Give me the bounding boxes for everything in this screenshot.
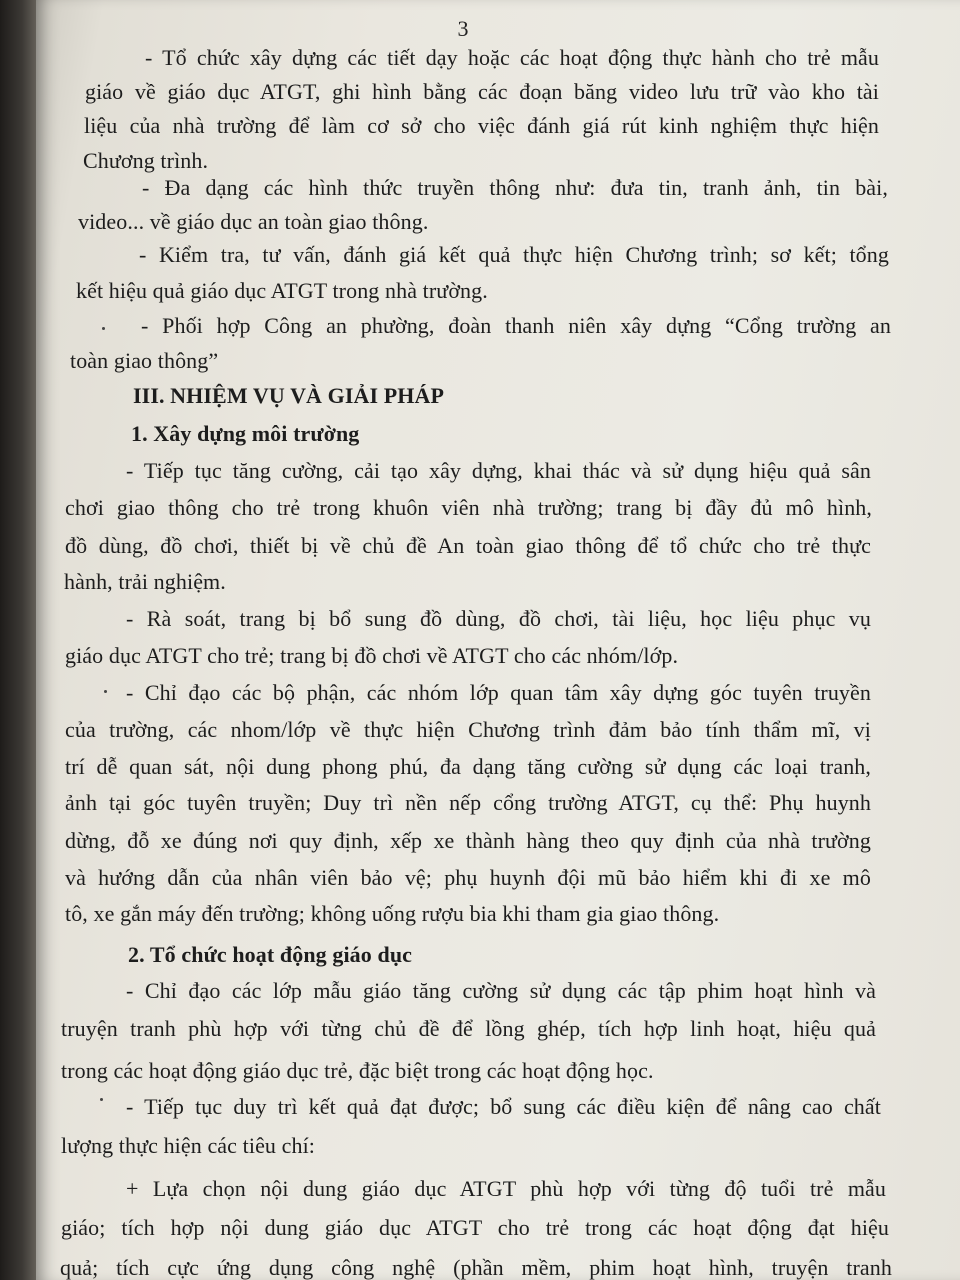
text-line: - Chỉ đạo các bộ phận, các nhóm lớp quan tâm xây dựng góc tuyên truyền (126, 680, 871, 705)
book-page (36, 0, 960, 1280)
text-line: - Rà soát, trang bị bổ sung đồ dùng, đồ chơi, tài liệu, học liệu phục vụ (126, 606, 871, 631)
text-line: dừng, đỗ xe đúng nơi quy định, xếp xe thành hàng theo quy định của nhà trường (65, 828, 871, 853)
ink-mark (100, 1098, 103, 1101)
text-line: liệu của nhà trường để làm cơ sở cho việc đánh giá rút kinh nghiệm thực hiện (84, 113, 879, 138)
text-line: - Kiểm tra, tư vấn, đánh giá kết quả thực hiện Chương trình; sơ kết; tổng (139, 242, 889, 267)
text-line: hành, trải nghiệm. (64, 569, 226, 594)
book-spine (0, 0, 40, 1280)
text-line: - Tiếp tục tăng cường, cải tạo xây dựng, khai thác và sử dụng hiệu quả sân (126, 458, 871, 483)
text-line: - Tổ chức xây dựng các tiết dạy hoặc các hoạt động thực hành cho trẻ mẫu (145, 45, 879, 70)
text-line: - Tiếp tục duy trì kết quả đạt được; bổ sung các điều kiện để nâng cao chất (126, 1094, 881, 1119)
text-line: đồ dùng, đồ chơi, thiết bị về chủ đề An toàn giao thông để tổ chức cho trẻ thực (65, 533, 871, 558)
text-line: - Phối hợp Công an phường, đoàn thanh niên xây dựng “Cổng trường an (141, 313, 891, 338)
text-line: + Lựa chọn nội dung giáo dục ATGT phù hợp với từng độ tuổi trẻ mẫu (126, 1176, 886, 1201)
text-line: ảnh tại góc tuyên truyền; Duy trì nền nếp cổng trường ATGT, cụ thể: Phụ huynh (65, 790, 871, 815)
text-line: quả; tích cực ứng dụng công nghệ (phần mềm, phim hoạt hình, truyện tranh (60, 1255, 892, 1280)
text-line: tô, xe gắn máy đến trường; không uống rượu bia khi tham gia giao thông. (65, 901, 720, 926)
page-number: 3 (457, 16, 469, 41)
text-line: - Chỉ đạo các lớp mẫu giáo tăng cường sử dụng các tập phim hoạt hình và (126, 978, 876, 1003)
text-line: video... về giáo dục an toàn giao thông. (78, 209, 429, 234)
text-line: kết hiệu quả giáo dục ATGT trong nhà trường. (76, 278, 488, 303)
text-line: - Đa dạng các hình thức truyền thông như: đưa tin, tranh ảnh, tin bài, (142, 175, 888, 200)
text-line: giáo về giáo dục ATGT, ghi hình bằng các đoạn băng video lưu trữ vào kho tài (85, 79, 879, 104)
text-line: trí dễ quan sát, nội dung phong phú, đa dạng tăng cường sử dụng các loại tranh, (65, 754, 871, 779)
section-heading: 2. Tổ chức hoạt động giáo dục (128, 942, 413, 967)
ink-mark (104, 690, 107, 693)
section-heading: 1. Xây dựng môi trường (131, 421, 360, 446)
text-line: giáo; tích hợp nội dung giáo dục ATGT cho trẻ trong các hoạt động đạt hiệu (61, 1215, 889, 1240)
text-line: chơi giao thông cho trẻ trong khuôn viên nhà trường; trang bị đầy đủ mô hình, (65, 495, 872, 520)
text-line: truyện tranh phù hợp với từng chủ đề để lồng ghép, tích hợp linh hoạt, hiệu quả (61, 1016, 876, 1041)
text-line: giáo dục ATGT cho trẻ; trang bị đồ chơi về ATGT cho các nhóm/lớp. (65, 643, 679, 668)
ink-mark (102, 327, 105, 330)
text-line: Chương trình. (83, 148, 209, 173)
text-line: toàn giao thông” (70, 348, 219, 373)
text-line: trong các hoạt động giáo dục trẻ, đặc biệt trong các hoạt động học. (61, 1058, 654, 1083)
section-heading: III. NHIỆM VỤ VÀ GIẢI PHÁP (133, 383, 445, 408)
text-line: và hướng dẫn của nhân viên bảo vệ; phụ huynh đội mũ bảo hiểm khi đi xe mô (65, 865, 871, 890)
text-line: của trường, các nhom/lớp về thực hiện Chương trình đảm bảo tính thẩm mĩ, vị (65, 717, 871, 742)
text-line: lượng thực hiện các tiêu chí: (61, 1133, 316, 1158)
